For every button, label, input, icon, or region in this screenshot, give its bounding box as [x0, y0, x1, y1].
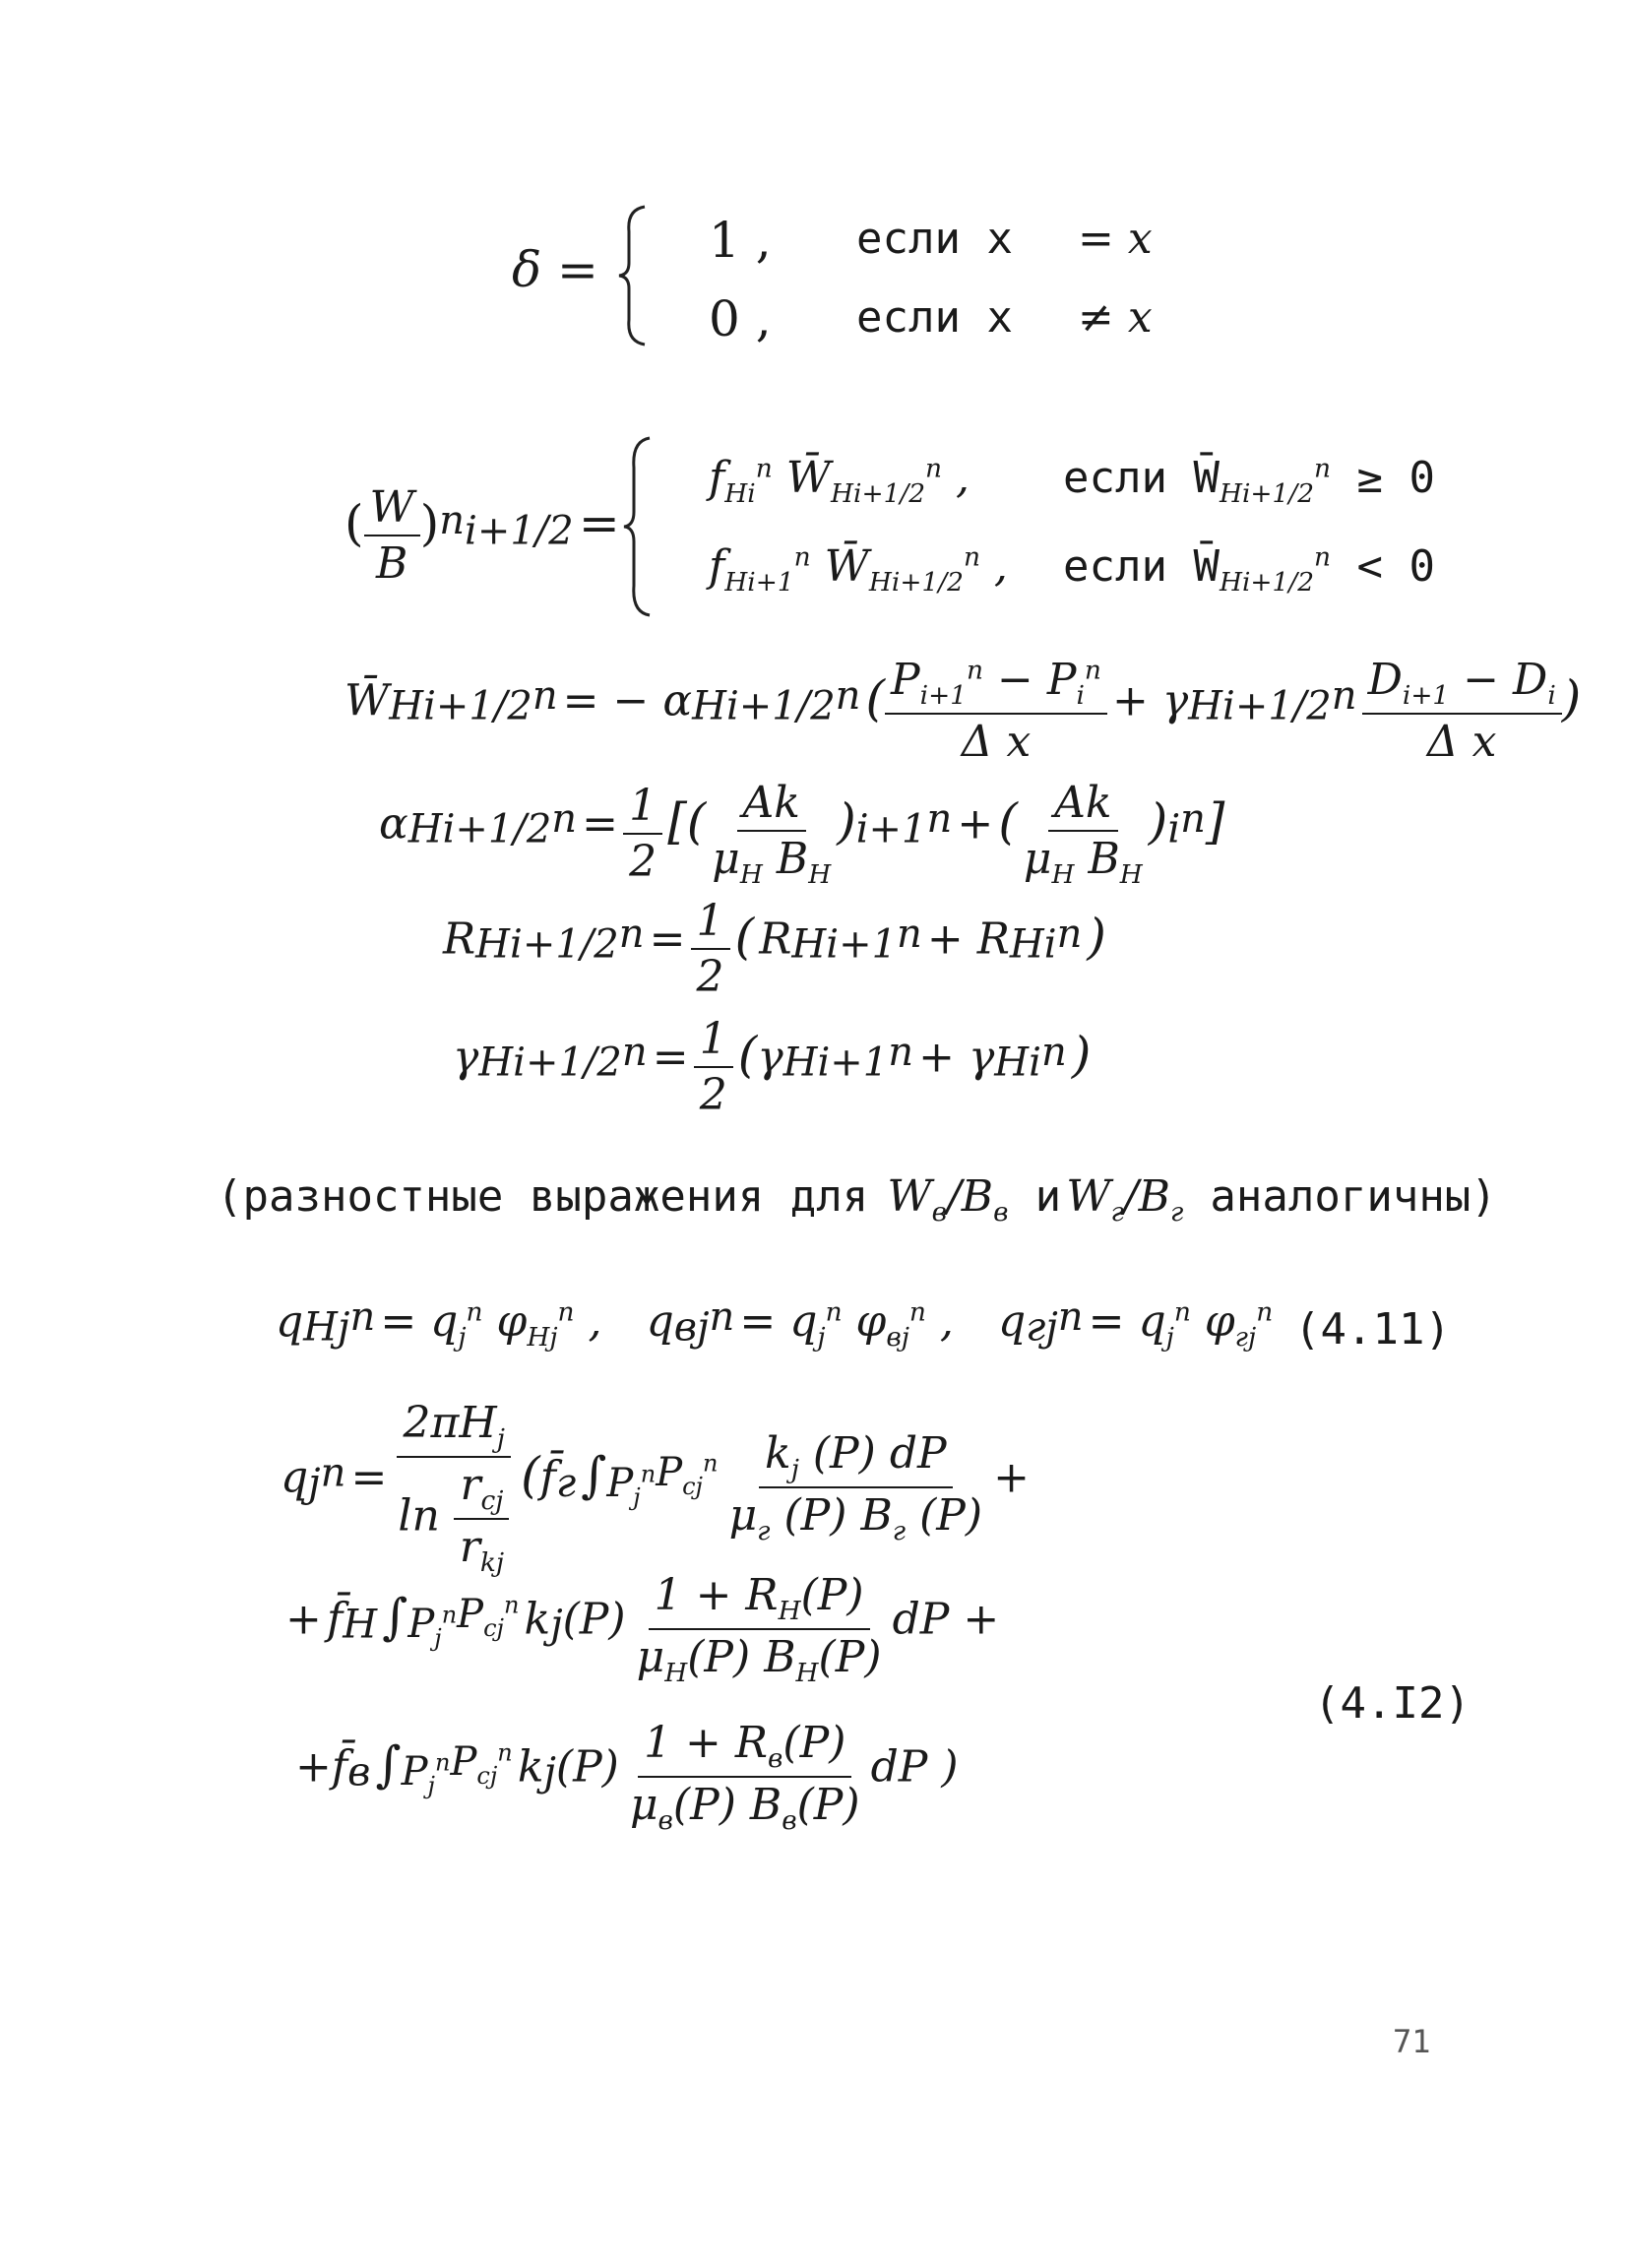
eq412-term1-k: k [765, 1428, 791, 1480]
eq412-term1-b: (P) B [783, 1490, 893, 1542]
gamma-term1: γ [757, 1032, 783, 1083]
left-brace-icon [620, 433, 659, 620]
flux-frac2-den: Δ x [1426, 716, 1497, 767]
flux-eq-gamma: + γ [1112, 675, 1189, 726]
note-expr1-den: B [961, 1171, 994, 1222]
ratio-superscript: n [439, 498, 466, 544]
ratio-case1-factor: f [709, 453, 725, 503]
flux-frac1-den: Δ x [961, 716, 1032, 767]
eq412-term2-b2: (P) [818, 1631, 882, 1682]
eq412-term3-num: 1 + R [644, 1718, 769, 1768]
gamma-term2: + γ [918, 1032, 995, 1083]
eq412-term3-num2: (P) [782, 1718, 846, 1768]
ratio-case2-flux: W̄ [824, 541, 869, 592]
flux-frac2-num: D [1367, 655, 1403, 705]
eq412-term3-b: (P) B [672, 1779, 782, 1830]
ratio-equals: = [578, 494, 620, 552]
eq411-part1: q [276, 1296, 304, 1348]
eq412-term3-dp: dP ) [870, 1741, 959, 1793]
eq412-term3-factor: f̄ [331, 1741, 348, 1793]
eq412-term2-num: 1 + R [654, 1570, 779, 1620]
left-brace-icon [615, 202, 655, 349]
delta-definition [512, 202, 1201, 359]
ratio-numerator: W [364, 482, 420, 536]
eq412-lhs: q [281, 1452, 309, 1503]
gamma-half-num: 1 [694, 1014, 733, 1068]
eq412-term3-b2: (P) [796, 1779, 860, 1830]
ratio-case1-relation: ≥ 0 [1356, 453, 1435, 503]
flux-ratio-definition: ( $\frac{W}{B}$ )$^n_{i+1/2}$ = $f_{Hi}^n$ $W̄_{Hi+1/2}^n$ , если $W̄_{Hi+1/2}^n \ge 0$ $f_{Hi+1}^n$ $W̄_{Hi+1/2}^n$ , если $W̄_{Hi+1/2}^n < 0$ [344, 433, 1427, 630]
alpha-lhs: α [379, 798, 408, 850]
note-expr2: W [1066, 1171, 1111, 1222]
r-equation: $R_{Hi+1/2}^n$ = $\frac{1}{2}$ ( $R_{Hi+1}^n + R_{Hi}^n$ ) [443, 896, 1106, 1002]
ratio-case2-factor: f [709, 541, 725, 592]
alpha-mu-1: μ [712, 834, 740, 884]
gamma-lhs: γ [453, 1032, 479, 1083]
equation-4-12-line2: + $f̄_H$ $\int_{P_j^n}^{P_{cj}^n}$ $k_j(P)$ $\frac{1 + R_H(P)}{\mu_H(P) B_H(P)}$ dP + [285, 1570, 1000, 1688]
ratio-subscript: i+1/2 [465, 508, 574, 554]
ratio-denominator: B [375, 538, 408, 589]
alpha-ak-1: Ak [737, 778, 806, 832]
alpha-half-den: 2 [629, 836, 657, 887]
r-half-den: 2 [696, 952, 724, 1002]
eq411-part3: q [997, 1296, 1027, 1348]
gamma-equation: $\gamma_{Hi+1/2}^n$ = $\frac{1}{2}$ ($\gamma_{Hi+1}^n + \gamma_{Hi}^n$ ) [453, 1014, 1092, 1120]
eq412-term3-mu: μ [629, 1779, 658, 1830]
alpha-plus: + [957, 798, 994, 850]
eq412-term3-k2: (P) [555, 1741, 619, 1793]
eq412-term2-mu: μ [636, 1631, 665, 1682]
delta-case1-condition: если x [856, 214, 1013, 264]
eq412-term2-factor: f̄ [326, 1594, 344, 1645]
gamma-half-den: 2 [699, 1070, 727, 1120]
note-text-b: аналогичны) [1210, 1171, 1497, 1222]
delta-case2-condition: если x [856, 292, 1013, 343]
delta-case1-relation: = x [1078, 214, 1153, 264]
eq412-term1-mu: μ [728, 1490, 758, 1542]
eq412-term2-k2: (P) [562, 1594, 626, 1645]
eq411-part2: q [646, 1296, 674, 1348]
flux-eq-lhs: W̄ [344, 675, 390, 726]
eq412-term1-k2: (P) dP [812, 1428, 947, 1480]
ratio-case1-flux: W̄ [785, 453, 831, 503]
equation-4-12-line1: $q_j^n$ = $2\pi H_j$ ln $\frac{r_{cj}}{r_{kj}}$ ($f̄_г$ $\int_{P_j^n}^{P_{cj}^n}$ $\frac{k_j (P) dP}{\mu_г (P) B_г (P)}$ + [281, 1398, 1031, 1578]
eq412-term1-factor: f̄ [539, 1452, 556, 1503]
analogous-note: (разностные выражения для $W_в/B_в$ и $W_г/B_г$ аналогичны) [217, 1171, 1497, 1228]
eq412-rk: r [459, 1521, 480, 1572]
page-number: 71 [1393, 2023, 1431, 2060]
r-half-num: 1 [691, 896, 730, 950]
eq411-label: (4.11) [1294, 1304, 1451, 1354]
r-term1: R [759, 914, 792, 965]
eq412-rc: r [460, 1459, 481, 1510]
eq412-plus: + [993, 1452, 1031, 1503]
eq412-term2-k: k [524, 1594, 551, 1645]
eq412-term3-k: k [517, 1741, 544, 1793]
flux-frac1-num: P [891, 655, 920, 705]
eq412-term1-b2: (P) [919, 1490, 983, 1542]
eq412-term2-num2: (P) [800, 1570, 864, 1620]
eq412-num: 2πH [403, 1398, 497, 1448]
flux-equation: $W̄_{Hi+1/2}^n$ = − $\alpha_{Hi+1/2}^n$ ( $\frac{P_{i+1}^n - P_i^n}{\text{Δ x}}$ + $\gamma_{Hi+1/2}^n$ $\frac{D_{i+1} - D_i}{\text{Δ x}}$ ) [344, 655, 1582, 767]
delta-case1-value: 1 , [709, 212, 772, 269]
eq412-equals: = [350, 1452, 388, 1503]
note-expr1: W [887, 1171, 932, 1222]
equation-4-12-line3: $+f̄_в$ $\int_{P_j^n}^{P_{cj}^n}$ $k_j(P)$ $\frac{1 + R_в(P)}{\mu_в(P) B_в(P)}$ dP ) [295, 1718, 959, 1836]
r-term2: + R [926, 914, 1010, 965]
note-and: и [1034, 1171, 1062, 1222]
delta-lhs: δ = [512, 241, 598, 298]
eq412-term2-b: (P) B [687, 1631, 796, 1682]
eq412-label: (4.I2) [1314, 1678, 1471, 1729]
delta-case2-value: 0 , [709, 290, 772, 347]
flux-eq-alpha: = − α [562, 675, 693, 726]
alpha-equation: $\alpha_{Hi+1/2}^n$ = $\frac{1}{2}$ [( $\frac{Ak}{\mu_H B_H}$ )$_{i+1}^n$ + ( $\frac{Ak}{\mu_H B_H}$ )$_i^n$] [379, 778, 1225, 890]
eq412-term2-dp: dP + [892, 1594, 1000, 1645]
alpha-half-num: 1 [623, 781, 662, 835]
note-expr2-den: B [1138, 1171, 1170, 1222]
ratio-case1-condition: если W̄ [1063, 453, 1220, 503]
note-text-a: (разностные выражения для [217, 1171, 869, 1222]
ratio-case2-condition: если W̄ [1063, 541, 1220, 592]
delta-case2-relation: ≠ x [1078, 292, 1153, 343]
equation-4-11: $q_{Hj}^n = q_j^n$ $\varphi_{Hj}^n$ , $q_{вj}^n = q_j^n$ $\varphi_{вj}^n$ , $q_{гj}^n = q_j^n$ $\varphi_{гj}^n$ [276, 1294, 1274, 1354]
eq412-den: ln [398, 1490, 440, 1542]
ratio-case2-relation: < 0 [1356, 541, 1435, 592]
r-lhs: R [443, 914, 476, 965]
